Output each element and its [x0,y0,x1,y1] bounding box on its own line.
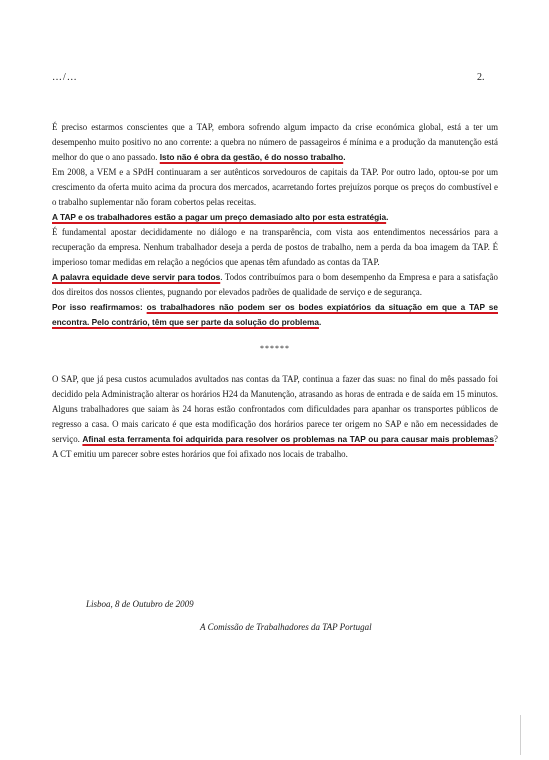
paragraph-3: É fundamental apostar decididamente no diálogo e na transparência, com vista aos entendimentos necessários para a recuperação da empresa. Nenhum trabalhador deseja a perda de postos de trabalho, nem a perda da boa imagem da TAP. É imperioso tomar medidas em relação a negócios que apenas têm afundado as contas da TAP. [52,227,498,267]
page-number: 2. [477,72,485,83]
highlight-4: os trabalhadores não podem ser os bodes expiatórios da situação em que a TAP se encontra. Pelo contrário, têm que ser parte da solução do problema [52,302,498,327]
document-body [52,120,498,462]
paragraph-4: A palavra equidade deve servir para todos. Todos contribuímos para o bom desempenho da Empresa e para a satisfação dos direitos dos nossos clientes, pugnando por elevados padrões de qualidade de serviço e de segurança. [52,272,498,297]
highlight-5: Afinal esta ferramenta foi adquirida para resolver os problemas na TAP ou para causar mais problemas [82,434,495,444]
paragraph-6: O SAP, que já pesa custos acumulados avultados nas contas da TAP, continua a fazer das suas: no final do mês passado foi decidido pela Administração alterar os horários H24 da Manutenção, atrasando as horas de entrada e de saída em 15 minutos. Alguns trabalhadores que saiam às 24 horas estão confrontados com dificuldades para apanhar os transportes públicos de regresso a casa. O mais caricato é que esta modificação dos horários parece ter origem no SAP e não em necessidades de serviço. Afinal esta ferramenta foi adquirida para resolver os problemas na TAP ou para causar mais problemas? A CT emitiu um parecer sobre estes horários que foi afixado nos locais de trabalho. [52,374,498,459]
signature: A Comissão de Trabalhadores da TAP Portugal [200,622,372,632]
place-date: Lisboa, 8 de Outubro de 2009 [86,599,194,609]
paragraph-1: É preciso estarmos conscientes que a TAP, embora sofrendo algum impacto da crise económica global, está a ter um desempenho muito positivo no ano corrente: a quebra no número de passageiros é mínima e a produção da manutenção está melhor do que o ano passado. Isto não é obra da gestão, é do nosso trabalho. [52,122,498,162]
highlight-1: Isto não é obra da gestão, é do nosso trabalho [159,152,344,162]
paragraph-5: Por isso reafirmamos: os trabalhadores não podem ser os bodes expiatórios da situação em que a TAP se encontra. Pelo contrário, têm que ser parte da solução do problema. [52,302,498,327]
paragraph-2: Em 2008, a VEM e a SPdH continuaram a ser autênticos sorvedouros de capitais da TAP. Por outro lado, optou-se por um crescimento da oferta muito acima da procura dos mercados, acarretando fortes prejuízos porque os preços do combustível e o trabalho suplementar não foram cobertos pelas receitas. A TAP e os trabalhadores estão a pagar um preço demasiado alto por esta estratégia. [52,167,498,222]
continuation-mark: …/… [52,72,78,83]
scan-margin-line [520,715,521,755]
reaffirm-lead: Por isso reafirmamos: [52,302,147,312]
section-separator: ****** [260,344,290,353]
highlight-2: A TAP e os trabalhadores estão a pagar um preço demasiado alto por esta estratégia [52,212,387,222]
highlight-3: A palavra equidade deve servir para todos [52,272,221,282]
